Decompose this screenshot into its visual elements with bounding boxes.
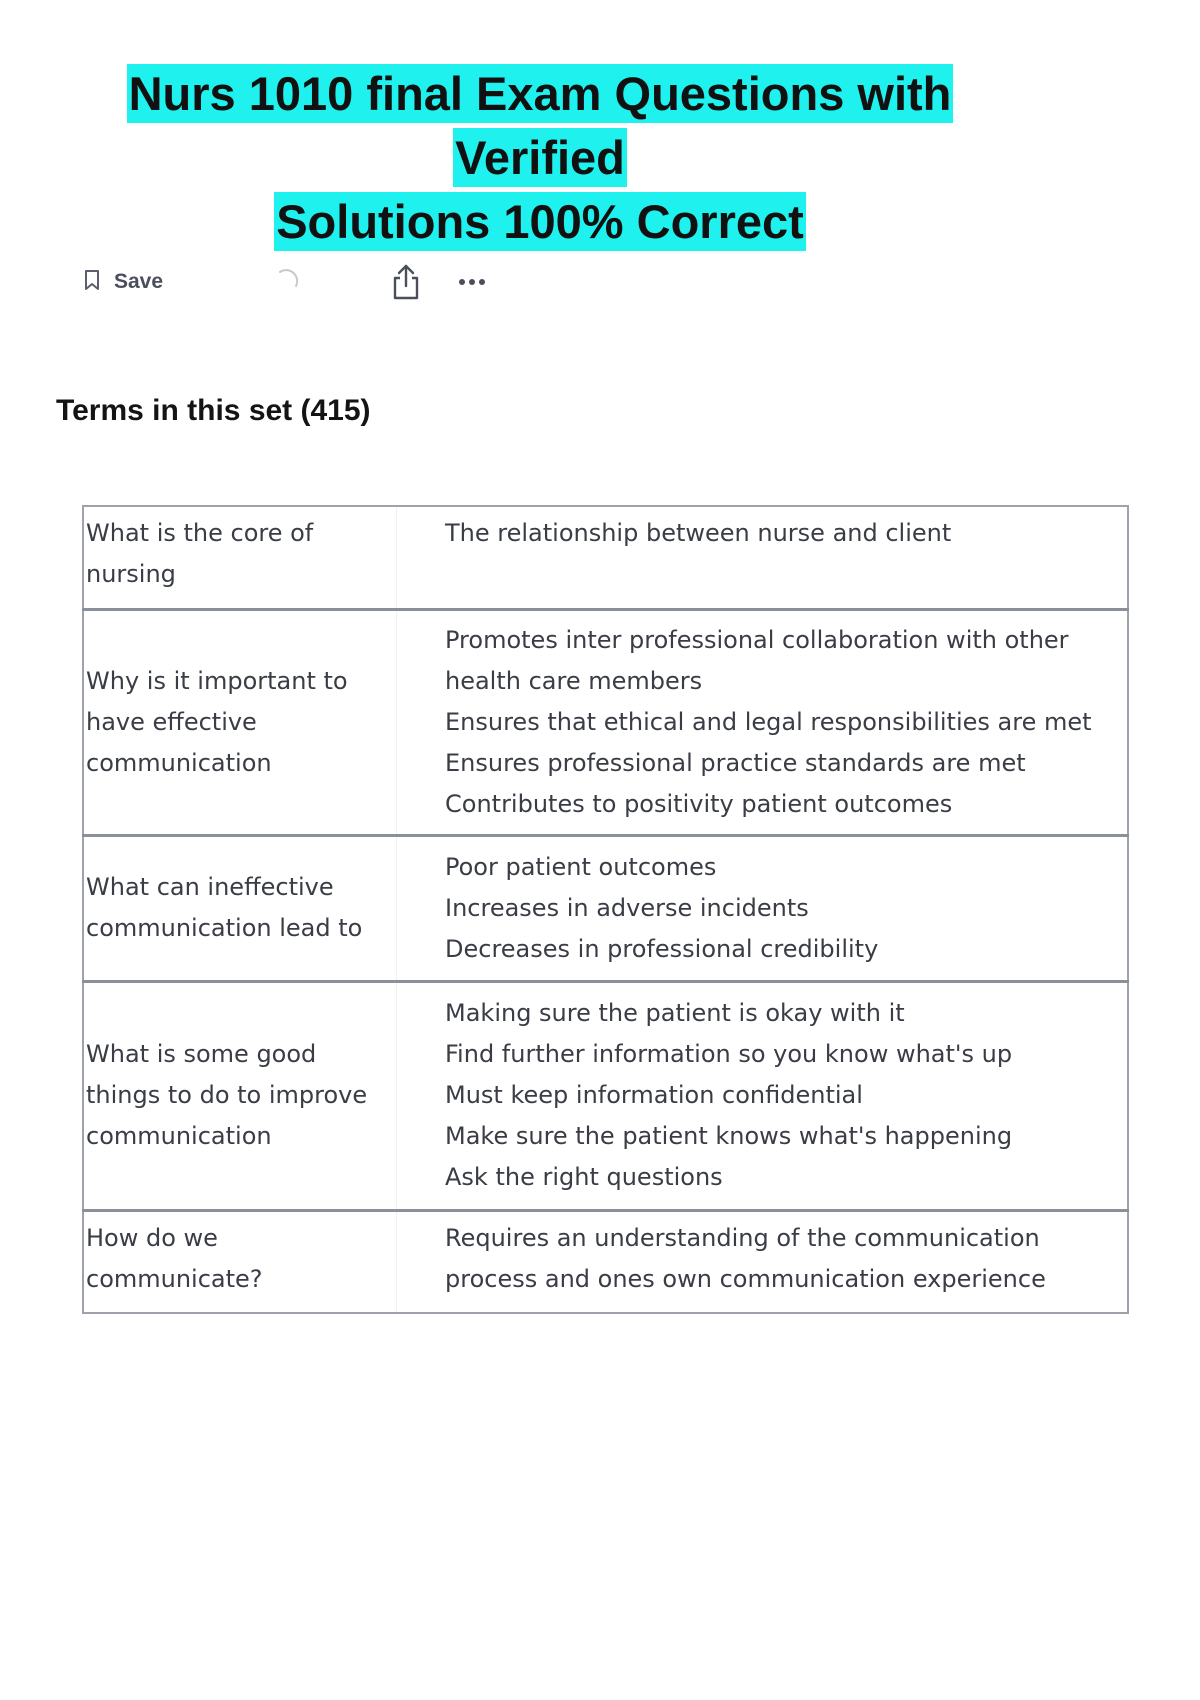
term-cell: What is some good things to do to improve communication: [83, 981, 397, 1210]
definition-line: Making sure the patient is okay with it: [445, 999, 905, 1027]
share-icon[interactable]: [388, 262, 424, 302]
definition-line: Requires an understanding of the communication process and ones own communication experience: [445, 1223, 1046, 1293]
term-row: [83, 835, 1128, 981]
definition-line: Promotes inter professional collaboration with other health care members: [445, 625, 1069, 695]
definition-cell: [397, 1210, 1129, 1313]
save-button[interactable]: [84, 262, 163, 302]
term-row: [83, 1210, 1128, 1313]
definition-line: Must keep information confidential: [445, 1081, 863, 1109]
title-line-1: Nurs 1010 final Exam Questions with Verified: [127, 64, 954, 187]
more-horizontal-icon[interactable]: [456, 266, 492, 298]
terms-heading: Terms in this set (415): [56, 394, 371, 427]
definition-line: Poor patient outcomes: [445, 852, 717, 881]
term-row: [83, 609, 1128, 835]
definition-line: Ensures professional practice standards are met: [445, 748, 1026, 777]
title-line-2: Solutions 100% Correct: [274, 192, 806, 251]
term-row: [83, 981, 1128, 1210]
definition-line: Increases in adverse incidents: [445, 893, 809, 922]
definition-line: Ask the right questions: [445, 1163, 723, 1191]
definition-cell: [397, 835, 1129, 981]
definition-line: Contributes to positivity patient outcomes: [445, 789, 953, 818]
definition-line: Decreases in professional credibility: [445, 934, 879, 963]
term-cell: How do we communicate?: [83, 1210, 397, 1313]
term-cell: Why is it important to have effective communication: [83, 609, 397, 835]
document-title: [40, 62, 1040, 254]
term-row: [83, 506, 1128, 609]
definition-line: Ensures that ethical and legal responsibilities are met: [445, 707, 1092, 736]
definition-cell: [397, 506, 1129, 609]
definition-line: The relationship between nurse and client: [445, 519, 952, 547]
spinner-icon: [272, 268, 300, 296]
term-cell: What is the core of nursing: [83, 506, 397, 609]
terms-table: [82, 505, 1129, 1314]
save-label: Save: [114, 270, 164, 293]
definition-cell: [397, 609, 1129, 835]
bookmark-icon: [84, 269, 100, 296]
term-cell: What can ineffective communication lead to: [83, 835, 397, 981]
set-toolbar: [84, 262, 504, 302]
definition-line: Find further information so you know what's up: [445, 1040, 1013, 1068]
definition-cell: [397, 981, 1129, 1210]
definition-line: Make sure the patient knows what's happening: [445, 1122, 1013, 1150]
